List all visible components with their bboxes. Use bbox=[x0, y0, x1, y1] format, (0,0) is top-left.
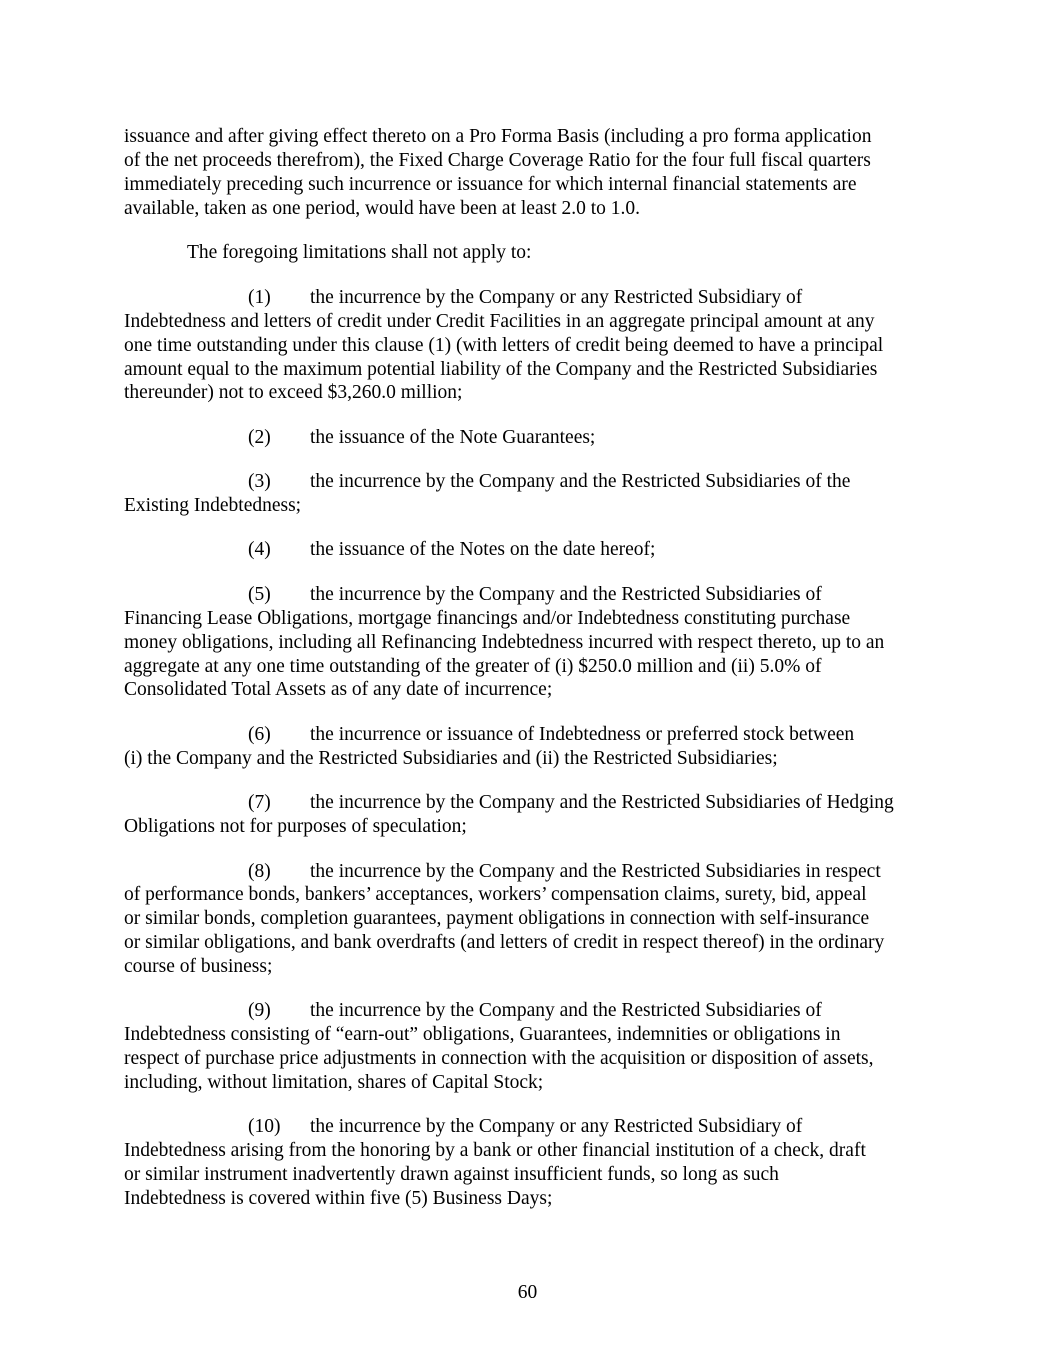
clause-number: (5) bbox=[248, 584, 271, 605]
intro-line: issuance and after giving effect thereto on a Pro Forma Basis (including a pro forma application bbox=[124, 126, 872, 147]
clause-6-first-line bbox=[248, 723, 854, 747]
clause-5-line: Consolidated Total Assets as of any date of incurrence; bbox=[124, 679, 553, 700]
clause-text: the incurrence or issuance of Indebtedness or preferred stock between bbox=[310, 724, 855, 745]
clause-8-line: or similar obligations, and bank overdrafts (and letters of credit in respect thereof) in the ordinary bbox=[124, 932, 885, 953]
clause-9-line: respect of purchase price adjustments in connection with the acquisition or disposition of assets, bbox=[124, 1048, 874, 1069]
clause-7-line: Obligations not for purposes of speculation; bbox=[124, 816, 467, 837]
clause-text: the incurrence by the Company and the Restricted Subsidiaries of bbox=[310, 1000, 822, 1021]
clause-7-first-line bbox=[248, 791, 894, 815]
clause-1-line: Indebtedness and letters of credit under Credit Facilities in an aggregate principal amount at any bbox=[124, 311, 875, 332]
intro-line: of the net proceeds therefrom), the Fixed Charge Coverage Ratio for the four full fiscal quarters bbox=[124, 150, 871, 171]
clause-text: the incurrence by the Company or any Restricted Subsidiary of bbox=[310, 1116, 803, 1137]
clause-number: (1) bbox=[248, 287, 271, 308]
clause-10-first-line bbox=[248, 1115, 802, 1139]
clause-text: the issuance of the Note Guarantees; bbox=[310, 427, 596, 448]
intro-line: available, taken as one period, would have been at least 2.0 to 1.0. bbox=[124, 198, 641, 219]
clause-10-line: Indebtedness arising from the honoring by a bank or other financial institution of a check, draft bbox=[124, 1140, 866, 1161]
clause-number: (2) bbox=[248, 427, 271, 448]
clause-9-line: Indebtedness consisting of “earn-out” obligations, Guarantees, indemnities or obligations in bbox=[124, 1024, 841, 1045]
clause-1-line: thereunder) not to exceed $3,260.0 million; bbox=[124, 382, 463, 403]
clause-text: the incurrence by the Company and the Restricted Subsidiaries of the bbox=[310, 471, 851, 492]
intro-line: immediately preceding such incurrence or issuance for which internal financial statements are bbox=[124, 174, 857, 195]
clause-9-line: including, without limitation, shares of Capital Stock; bbox=[124, 1072, 544, 1093]
clause-2-first-line bbox=[248, 426, 595, 450]
clause-number: (3) bbox=[248, 471, 271, 492]
clause-number: (10) bbox=[248, 1116, 281, 1137]
clause-number: (4) bbox=[248, 539, 271, 560]
clause-3-line: Existing Indebtedness; bbox=[124, 495, 302, 516]
clause-text: the incurrence by the Company or any Restricted Subsidiary of bbox=[310, 287, 803, 308]
clause-4-first-line bbox=[248, 538, 655, 562]
clause-number: (8) bbox=[248, 861, 271, 882]
clause-6-line: (i) the Company and the Restricted Subsidiaries and (ii) the Restricted Subsidiaries; bbox=[124, 748, 778, 769]
clause-5-line: Financing Lease Obligations, mortgage financings and/or Indebtedness constituting purchase bbox=[124, 608, 851, 629]
clause-8-line: or similar bonds, completion guarantees, payment obligations in connection with self-insurance bbox=[124, 908, 870, 929]
clause-text: the incurrence by the Company and the Restricted Subsidiaries of bbox=[310, 584, 822, 605]
clause-3-first-line bbox=[248, 470, 850, 494]
clause-10-line: Indebtedness is covered within five (5) Business Days; bbox=[124, 1188, 553, 1209]
clause-number: (9) bbox=[248, 1000, 271, 1021]
clause-text: the incurrence by the Company and the Restricted Subsidiaries of Hedging bbox=[310, 792, 894, 813]
clause-number: (7) bbox=[248, 792, 271, 813]
clause-8-line: of performance bonds, bankers’ acceptances, workers’ compensation claims, surety, bid, appeal bbox=[124, 884, 867, 905]
page-number: 60 bbox=[517, 1282, 538, 1303]
clause-1-line: amount equal to the maximum potential liability of the Company and the Restricted Subsidiaries bbox=[124, 359, 878, 380]
clause-number: (6) bbox=[248, 724, 271, 745]
lead-in-paragraph: The foregoing limitations shall not apply to: bbox=[187, 242, 532, 263]
clause-text: the issuance of the Notes on the date hereof; bbox=[310, 539, 656, 560]
clause-5-line: money obligations, including all Refinancing Indebtedness incurred with respect thereto, up to an bbox=[124, 632, 885, 653]
clause-8-line: course of business; bbox=[124, 956, 273, 977]
clause-9-first-line bbox=[248, 999, 822, 1023]
clause-5-line: aggregate at any one time outstanding of the greater of (i) $250.0 million and (ii) 5.0% of bbox=[124, 656, 822, 677]
clause-1-first-line bbox=[248, 286, 802, 310]
clause-8-first-line bbox=[248, 860, 881, 884]
clause-5-first-line bbox=[248, 583, 822, 607]
clause-10-line: or similar instrument inadvertently drawn against insufficient funds, so long as such bbox=[124, 1164, 779, 1185]
clause-text: the incurrence by the Company and the Restricted Subsidiaries in respect bbox=[310, 861, 881, 882]
clause-1-line: one time outstanding under this clause (1) (with letters of credit being deemed to have a principal bbox=[124, 335, 884, 356]
